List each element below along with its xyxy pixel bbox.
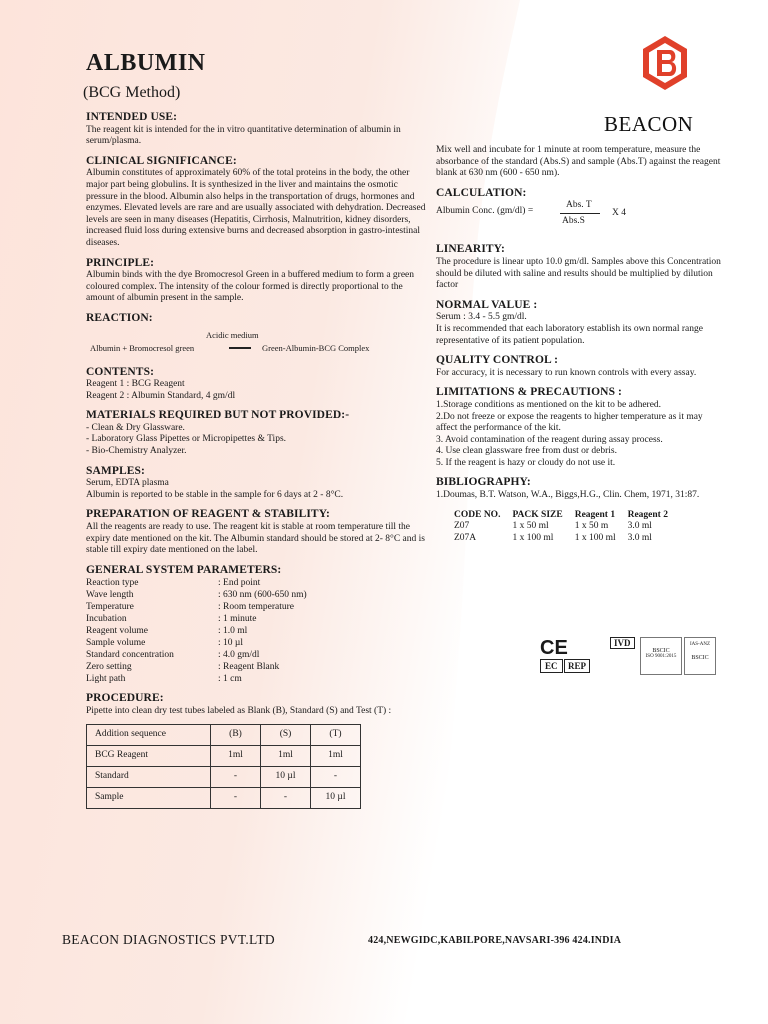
left-column [86, 112, 426, 817]
normal-line: It is recommended that each laboratory establish its own normal range representative of its patient population. [436, 323, 703, 346]
bsc-iso-badge-icon [640, 637, 682, 675]
table-cell: Z07 [454, 521, 470, 532]
general-parameters-section [86, 565, 426, 686]
table-cell: (S) [261, 724, 311, 745]
table-row [87, 724, 361, 745]
bibliography-section [436, 477, 726, 501]
reaction-medium: Acidic medium [206, 329, 259, 340]
content-line: Reagent 1 : BCG Reagent [86, 379, 185, 390]
param-value: : 1 minute [218, 614, 257, 625]
param-value: : 10 µl [218, 638, 244, 649]
section-heading: LIMITATIONS & PRECAUTIONS : [436, 386, 622, 399]
table-cell: 3.0 ml [627, 532, 652, 543]
table-row [86, 673, 307, 685]
section-heading: PRINCIPLE: [86, 256, 155, 269]
badge-label: BSCIC [652, 648, 670, 654]
preparation-section [86, 509, 426, 556]
table-header: Reagent 1 [574, 509, 616, 520]
table-cell: 1ml [311, 745, 361, 766]
reaction-products: Green-Albumin-BCG Complex [262, 342, 370, 353]
table-cell: 10 µl [261, 766, 311, 787]
table-row [86, 613, 307, 625]
section-text: All the reagents are ready to use. The reagent kit is stable at room temperature till the expiry date mentioned on the kit. The Albumin standard should be stored at 2- 8°C and is stable till expiry date mentioned on the label. [86, 522, 425, 556]
reaction-arrow-icon [229, 347, 251, 349]
section-text: Mix well and incubate for 1 minute at room temperature, measure the absorbance of the standard (Abs.S) and sample (Abs.T) against the reagent blank at 630 nm (600 - 650 nm). [436, 145, 721, 179]
sample-line: Serum, EDTA plasma [86, 478, 169, 489]
brand-name: BEACON [604, 112, 694, 136]
samples-section [86, 466, 426, 502]
section-heading: SAMPLES: [86, 464, 145, 477]
badge-label: IAS-ANZ [690, 642, 710, 647]
table-cell: (B) [211, 724, 261, 745]
table-row [87, 787, 361, 808]
table-header: CODE NO. [454, 509, 501, 520]
param-key: Incubation [86, 614, 127, 625]
table-cell: 10 µl [311, 787, 361, 808]
table-row [86, 601, 307, 613]
section-text: Albumin constitutes of approximately 60% of the total proteins in the body, the other major part being globulins. It is synthesized in the liver and maintains the osmotic pressure in the blood. Albumin also helps in the transportation of drugs, hormones and enzymes. Elevated levels are rare and are usually associated with dehydration. Decreased levels are seen in many diseases (Hepatitis, Cirrhosis, Malnutrition, kidney disorders, increased fluid loss during extensive burns and decreased absorption in gastro-intestinal diseases. [86, 168, 426, 248]
rep-mark-icon: REP [564, 659, 590, 673]
linearity-section [436, 244, 726, 291]
certification-marks [540, 635, 720, 679]
material-line: - Laboratory Glass Pipettes or Micropipettes & Tips. [86, 434, 287, 445]
calc-denominator: Abs.S [562, 216, 585, 227]
table-cell: 1ml [211, 745, 261, 766]
section-text: Albumin binds with the dye Bromocresol Green in a buffered medium to form a green coloured complex. The intensity of the colour formed is directly proportional to the amount of albumin present in the sample. [86, 270, 415, 304]
content-line: Reagent 2 : Albumin Standard, 4 gm/dl [86, 390, 236, 401]
section-text: The procedure is linear upto 10.0 gm/dl. Samples above this Concentration should be diluted with saline and results should be multiplied by dilution factor [436, 256, 721, 291]
calc-numerator: Abs. T [566, 200, 592, 211]
list-item: 3. Avoid contamination of the reagent during assay process. [436, 434, 663, 445]
sample-line: Albumin is reported to be stable in the sample for 6 days at 2 - 8°C. [86, 489, 344, 500]
table-cell: Z07A [454, 532, 477, 543]
badge-label: BSCIC [691, 655, 709, 661]
table-row [86, 661, 307, 673]
calculation-formula [436, 200, 726, 236]
table-row [87, 766, 361, 787]
calculation-section [436, 188, 726, 237]
table-row [454, 533, 680, 545]
table-cell: 1 x 100 ml [574, 532, 616, 543]
param-value: : Room temperature [218, 602, 294, 613]
param-key: Wave length [86, 590, 134, 601]
reaction-section [86, 313, 426, 359]
table-cell: (T) [311, 724, 361, 745]
table-row [86, 577, 307, 589]
param-value: : 1 cm [218, 674, 242, 685]
table-cell: - [261, 787, 311, 808]
param-key: Standard concentration [86, 650, 174, 661]
material-line: - Bio-Chemistry Analyzer. [86, 446, 187, 457]
section-heading: NORMAL VALUE : [436, 298, 538, 311]
table-cell: 3.0 ml [627, 521, 652, 532]
normal-value-section [436, 300, 726, 347]
table-cell: 1ml [261, 745, 311, 766]
table-row [86, 625, 307, 637]
list-item: 5. If the reagent is hazy or cloudy do not use it. [436, 457, 616, 468]
measurement-section [436, 145, 726, 180]
list-item: 4. Use clean glassware free from dust or debris. [436, 446, 617, 457]
table-cell: 1 x 50 ml [512, 521, 549, 532]
clinical-significance-section [86, 156, 426, 250]
table-row [86, 649, 307, 661]
table-cell: 1 x 50 m [574, 521, 609, 532]
contents-section [86, 367, 426, 403]
table-cell: Addition sequence [87, 724, 211, 745]
section-text: For accuracy, it is necessary to run known controls with every assay. [436, 367, 697, 378]
procedure-section [86, 693, 426, 808]
calc-label: Albumin Conc. (gm/dl) = [436, 206, 534, 217]
section-heading: CALCULATION: [436, 186, 527, 199]
procedure-table [86, 724, 361, 809]
table-cell: - [211, 766, 261, 787]
table-cell: 1 x 100 ml [512, 532, 554, 543]
param-value: : 630 nm (600-650 nm) [218, 590, 307, 601]
badge-label: ISO 9001:2015 [645, 654, 677, 659]
fraction-bar [560, 213, 600, 214]
table-row [454, 521, 680, 533]
table-cell: Sample [87, 787, 211, 808]
table-header-row [454, 510, 680, 522]
ivd-mark-icon: IVD [610, 637, 635, 649]
reaction-reactants: Albumin + Bromocresol green [90, 342, 195, 353]
section-text: The reagent kit is intended for the in vitro quantitative determination of albumin in serum/plasma. [86, 124, 401, 147]
quality-control-section [436, 355, 726, 379]
footer-company: BEACON DIAGNOSTICS PVT.LTD [62, 932, 275, 947]
section-heading: QUALITY CONTROL : [436, 354, 559, 367]
reaction-equation [86, 327, 426, 359]
table-header: Reagent 2 [627, 509, 668, 520]
table-cell: - [211, 787, 261, 808]
section-heading: PROCEDURE: [86, 692, 164, 705]
table-row [86, 589, 307, 601]
parameters-table [86, 577, 307, 685]
section-heading: CONTENTS: [86, 365, 154, 378]
section-heading: LINEARITY: [436, 243, 505, 256]
section-heading: REACTION: [86, 311, 153, 324]
list-item: 1.Storage conditions as mentioned on the kit to be adhered. [436, 399, 662, 410]
right-column [436, 145, 726, 544]
param-key: Reagent volume [86, 626, 148, 637]
table-cell: - [311, 766, 361, 787]
param-value: : 4.0 gm/dl [218, 650, 260, 661]
param-key: Reaction type [86, 578, 139, 589]
table-cell: Standard [87, 766, 211, 787]
param-value: : Reagent Blank [218, 662, 280, 673]
intended-use-section [86, 112, 426, 148]
table-cell: BCG Reagent [87, 745, 211, 766]
normal-line: Serum : 3.4 - 5.5 gm/dl. [436, 312, 527, 323]
section-heading: INTENDED USE: [86, 111, 178, 123]
param-key: Sample volume [86, 638, 146, 649]
ias-anz-badge-icon [684, 637, 716, 675]
section-text: Pipette into clean dry test tubes labeled as Blank (B), Standard (S) and Test (T) : [86, 706, 392, 716]
section-heading: GENERAL SYSTEM PARAMETERS: [86, 563, 282, 576]
table-row [86, 637, 307, 649]
param-value: : End point [218, 578, 261, 589]
pack-size-table [454, 510, 680, 545]
section-text: 1.Doumas, B.T. Watson, W.A., Biggs,H.G., Clin. Chem, 1971, 31:87. [436, 490, 700, 501]
materials-section [86, 410, 426, 457]
page-title: ALBUMIN [86, 50, 206, 76]
param-key: Temperature [86, 602, 134, 613]
section-heading: BIBLIOGRAPHY: [436, 476, 531, 489]
section-heading: CLINICAL SIGNIFICANCE: [86, 154, 237, 167]
calc-factor: X 4 [612, 208, 626, 219]
table-header: PACK SIZE [512, 509, 563, 520]
ce-mark-icon: CE [540, 637, 568, 659]
param-key: Zero setting [86, 662, 132, 673]
section-heading: PREPARATION OF REAGENT & STABILITY: [86, 508, 330, 521]
limitations-section [436, 387, 726, 469]
ec-mark-icon: EC [540, 659, 563, 673]
principle-section [86, 258, 426, 305]
section-heading: MATERIALS REQUIRED BUT NOT PROVIDED:- [86, 409, 350, 422]
beacon-b-logo-icon [640, 34, 690, 92]
param-value: : 1.0 ml [218, 626, 248, 637]
material-line: - Clean & Dry Glassware. [86, 422, 185, 433]
list-item: 2.Do not freeze or expose the reagents to higher temperature as it may affect the performance of the kit. [436, 411, 703, 434]
footer-address: 424,NEWGIDC,KABILPORE,NAVSARI-396 424.INDIA [368, 935, 622, 946]
page-subtitle: (BCG Method) [83, 84, 181, 101]
param-key: Light path [86, 674, 126, 685]
table-row [87, 745, 361, 766]
